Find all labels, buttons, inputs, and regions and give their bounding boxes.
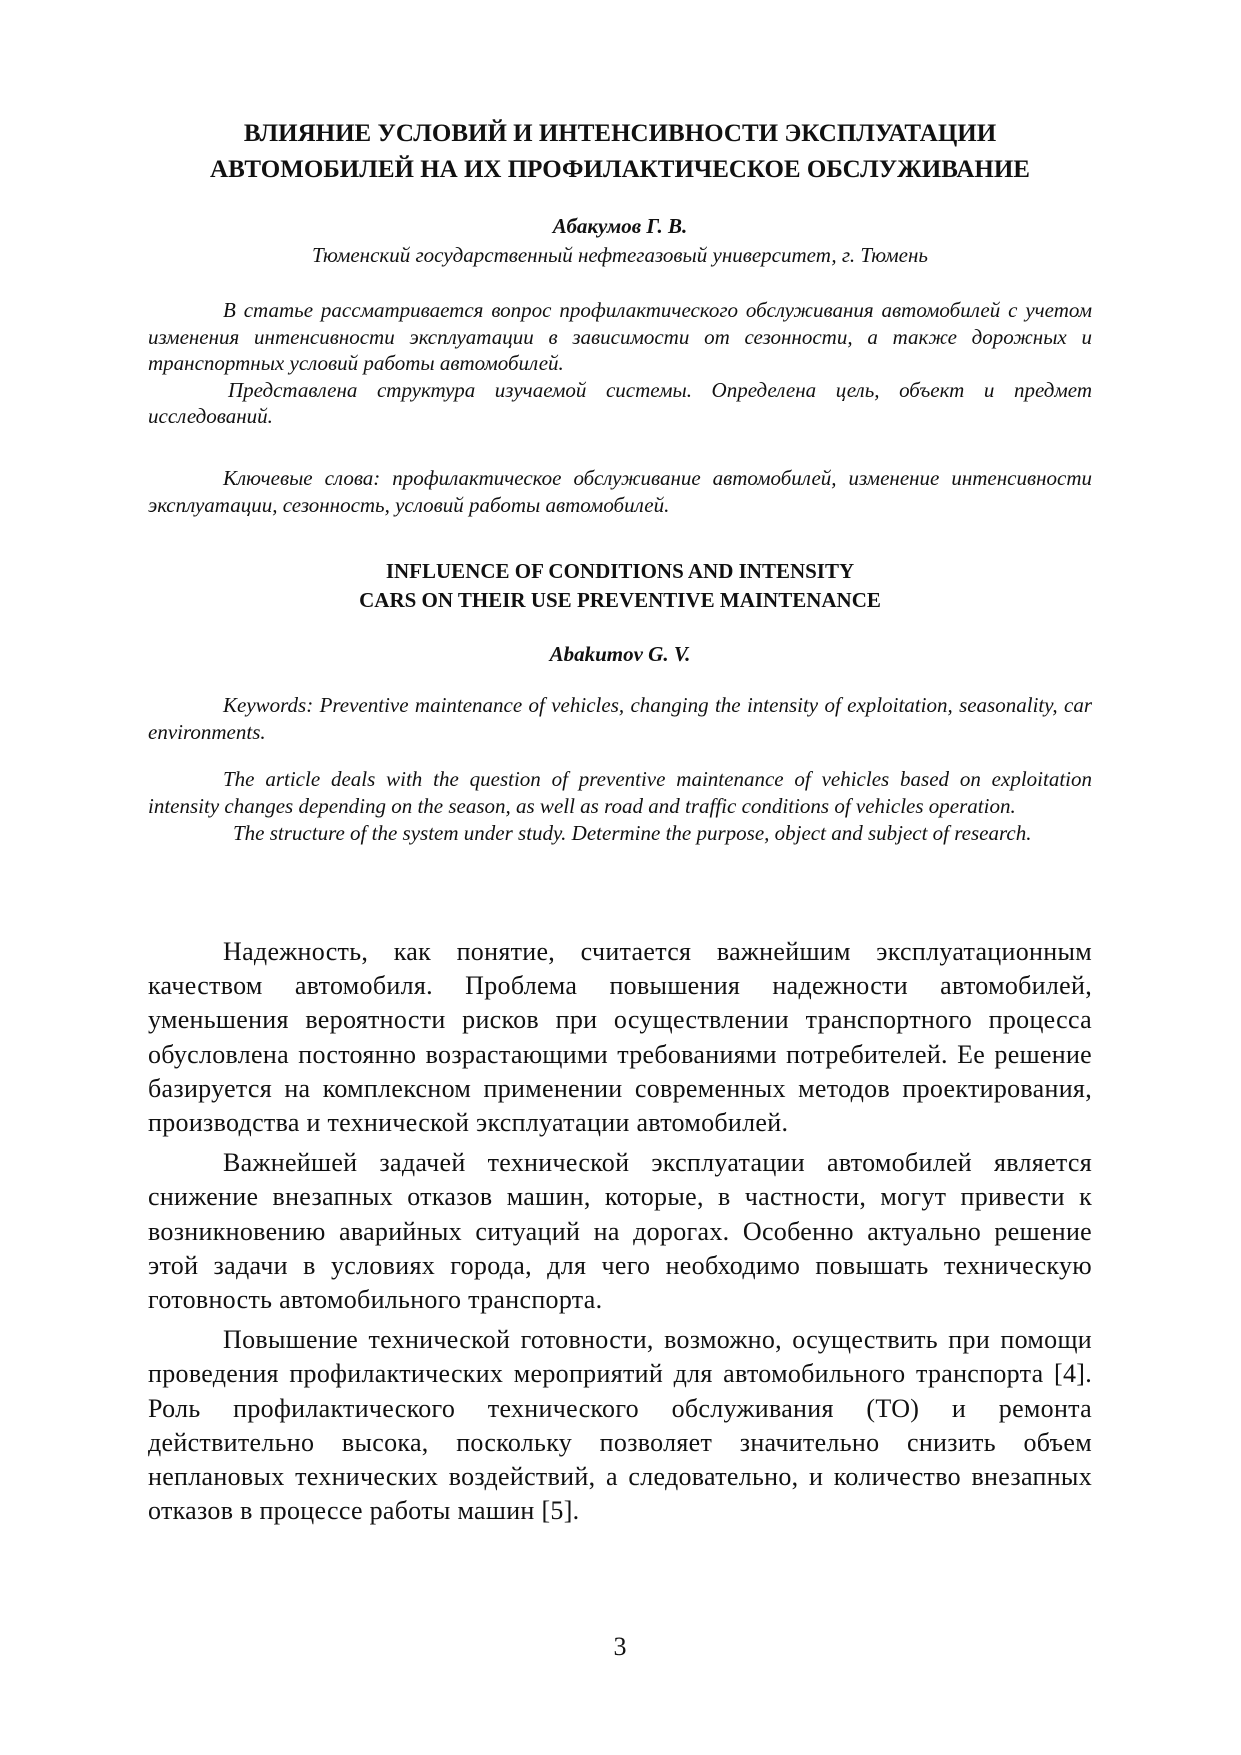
body-paragraph: Надежность, как понятие, считается важнейшим эксплуатационным качеством автомобиля. Проблема повышения надежности автомобилей, уменьшения вероятности рисков при осуществлении транспортного процесса обусловлена постоянно возрастающими требованиями потребителей. Ее решение базируется на комплексном применении современных методов проектирования, производства и технической эксплуатации автомобилей. xyxy=(148,937,1092,1138)
english-keywords xyxy=(148,692,1092,746)
russian-abstract-paragraph: Представлена структура изучаемой системы. Определена цель, объект и предмет исследований. xyxy=(148,377,1092,428)
page-number: 3 xyxy=(613,1632,627,1661)
english-title-line: INFLUENCE OF CONDITIONS AND INTENSITY xyxy=(385,559,855,583)
russian-abstract xyxy=(148,297,1092,430)
russian-keywords xyxy=(148,465,1092,518)
body-paragraph: Важнейшей задачей технической эксплуатации автомобилей является снижение внезапных отказов машин, которые, в частности, могут привести к возникновению аварийных ситуаций на дорогах. Особенно актуально решение этой задачи в условиях города, для чего необходимо повышать техническую готовность автомобильного транспорта. xyxy=(148,1148,1092,1315)
russian-keywords-text: Ключевые слова: профилактическое обслуживание автомобилей, изменение интенсивности эксплуатации, сезонность, условий работы автомобилей. xyxy=(148,466,1092,517)
russian-abstract-paragraph: В статье рассматривается вопрос профилактического обслуживания автомобилей с учетом изменения интенсивности эксплуатации в зависимости от сезонности, а также дорожных и транспортных условий работы автомобилей. xyxy=(148,298,1092,375)
document-page xyxy=(148,0,1092,1755)
russian-affiliation: Тюменский государственный нефтегазовый университет, г. Тюмень xyxy=(312,243,928,267)
english-abstract-paragraph: The structure of the system under study. Determine the purpose, object and subject of research. xyxy=(233,821,1032,845)
english-author: Abakumov G. V. xyxy=(549,642,691,666)
russian-title: ВЛИЯНИЕ УСЛОВИЙ И ИНТЕНСИВНОСТИ ЭКСПЛУАТАЦИИ АВТОМОБИЛЕЙ НА ИХ ПРОФИЛАКТИЧЕСКОЕ ОБСЛУЖИВАНИЕ xyxy=(210,120,1030,183)
english-title xyxy=(148,557,1092,615)
english-abstract xyxy=(148,766,1092,847)
body-text xyxy=(148,935,1092,1534)
body-paragraph: Повышение технической готовности, возможно, осуществить при помощи проведения профилактических мероприятий для автомобильного транспорта [4]. Роль профилактического технического обслуживания (ТО) и ремонта действительно высока, поскольку позволяет значительно снизить объем неплановых технических воздействий, а следовательно, и количество внезапных отказов в процессе работы машин [5]. xyxy=(148,1325,1092,1526)
russian-author: Абакумов Г. В. xyxy=(552,214,688,238)
english-abstract-paragraph: The article deals with the question of preventive maintenance of vehicles based on exploitation intensity changes depending on the season, as well as road and traffic conditions of vehicles operation. xyxy=(148,767,1092,818)
english-title-line: CARS ON THEIR USE PREVENTIVE MAINTENANCE xyxy=(359,588,881,612)
english-keywords-text: Keywords: Preventive maintenance of vehicles, changing the intensity of exploitation, seasonality, car environments. xyxy=(148,693,1092,744)
